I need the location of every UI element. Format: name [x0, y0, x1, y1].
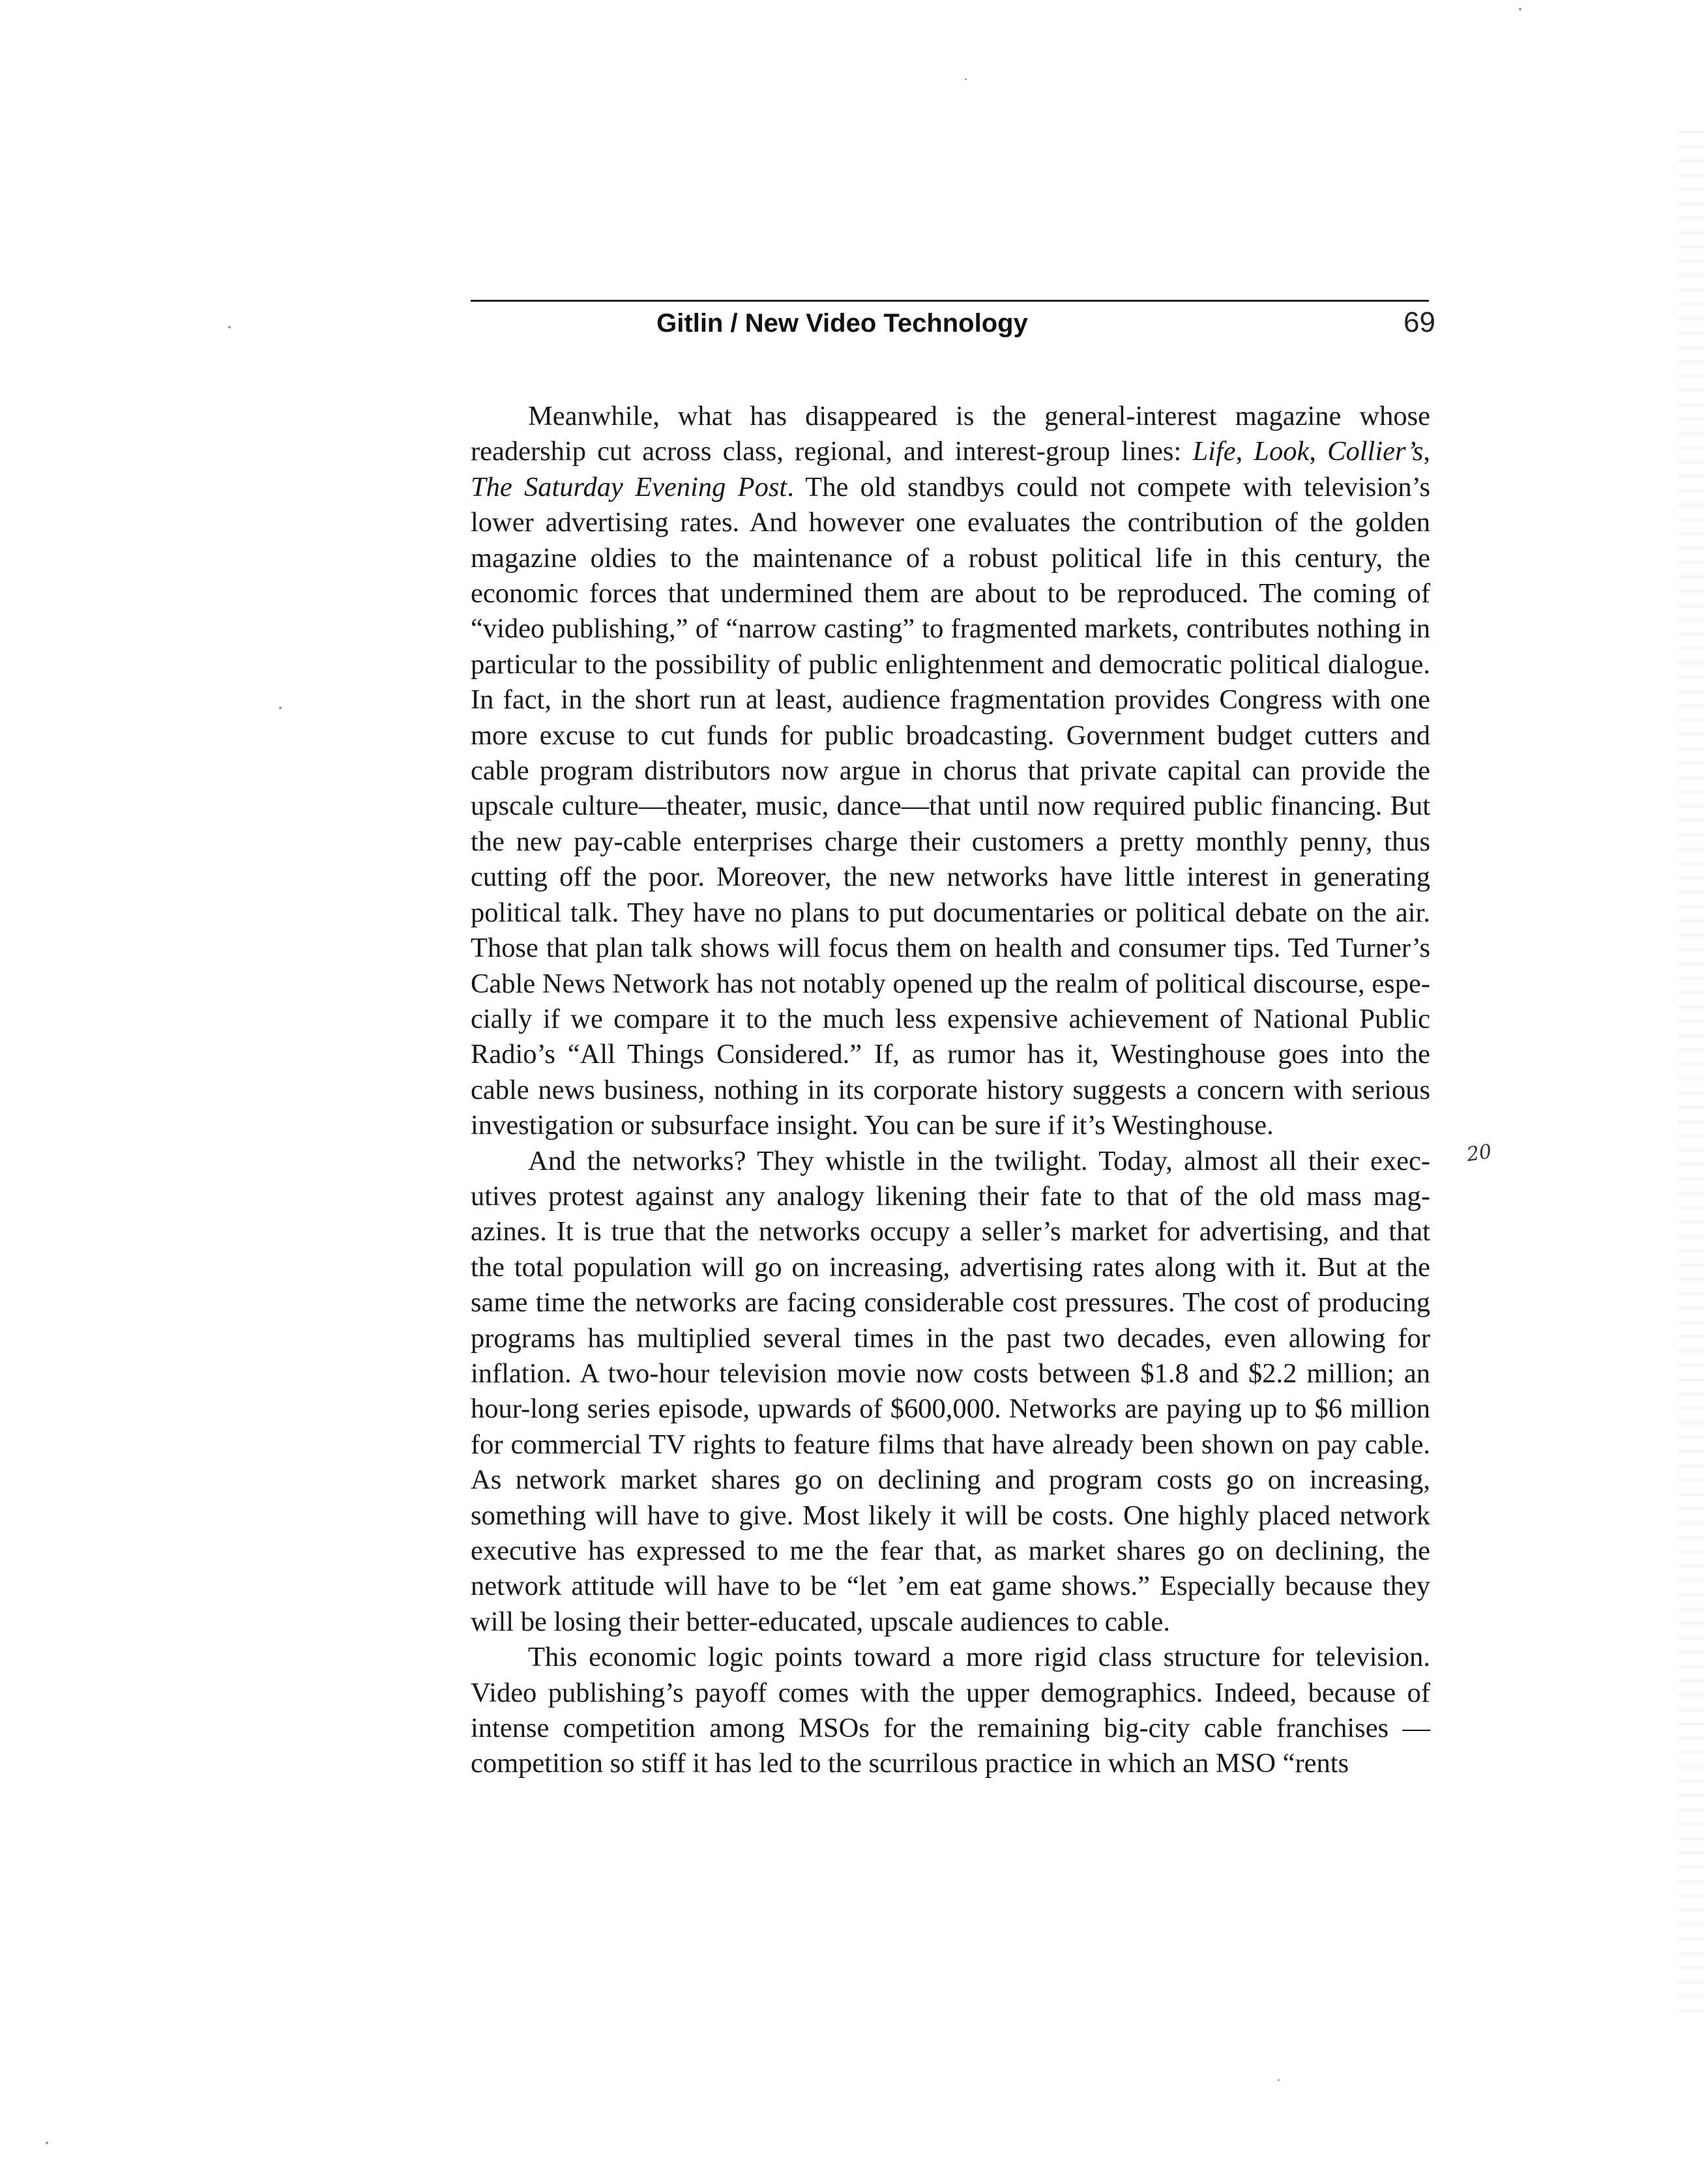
separator: , — [1235, 436, 1254, 467]
paragraph-1 — [471, 399, 1430, 1144]
running-head — [471, 304, 1435, 343]
paragraph-1-text-a: Meanwhile, what has disappeared is the general-interest magazine whose readership cut across class, regional, and interest-group lines: — [471, 401, 1430, 467]
magazine-title-look: Look — [1254, 436, 1310, 467]
scan-speck — [46, 2142, 48, 2144]
scan-speck — [228, 326, 231, 328]
separator: , — [1423, 436, 1430, 467]
scan-speck — [279, 706, 282, 709]
body-text — [471, 399, 1430, 1782]
page-number: 69 — [1403, 306, 1435, 338]
paragraph-2: And the networks? They whistle in the twilight. Today, almost all their executives protest against any analogy likening their fate to that of the old mass magazines. It is true that the networks occupy a seller’s market for advertising, and that the total population will go on increasing, advertising rates along with it. But at the same time the networks are facing considerable cost pressures. The cost of producing programs has multiplied several times in the past two decades, even allowing for inflation. A two-hour television movie now costs between $1.8 and $2.2 million; an hour-long series episode, upwards of $600,000. Networks are paying up to $6 million for commercial TV rights to feature films that have already been shown on pay cable. As network market shares go on declining and program costs go on increasing, something will have to give. Most likely it will be costs. One highly placed network executive has expressed to me the fear that, as market shares go on declining, the network attitude will have to be “let ’em eat game shows.” Especially because they will be losing their better-educated, upscale audiences to cable. — [471, 1145, 1430, 1637]
magazine-title-life: Life — [1192, 436, 1236, 467]
handwritten-margin-note: 20 — [1465, 1140, 1493, 1167]
separator: , — [1309, 436, 1328, 467]
paragraph-3: This economic logic points toward a more rigid class structure for television. Video publishing’s payoff comes with the upper demographics. Indeed, because of intense competition among MSOs for the remaining big-city cable franchises —competition so stiff it has led to the scurrilous practice in which an MSO “rents — [471, 1642, 1430, 1779]
scan-edge-noise — [1678, 130, 1704, 2020]
magazine-title-colliers: Collier’s — [1327, 436, 1424, 467]
running-title: Gitlin / New Video Technology — [656, 309, 1028, 338]
scan-speck — [1278, 2079, 1280, 2081]
scan-speck — [1519, 8, 1521, 10]
scan-speck — [965, 78, 967, 80]
header-rule — [471, 300, 1429, 302]
paragraph-1-text-b: . The old standbys could not compete with television’s lower advertising rates. And however one evaluates the contribution of the golden magazine oldies to the maintenance of a robust political life in this century, the economic forces that undermined them are about to be reproduced. The coming of “video publishing,” of “narrow casting” to fragmented markets, contributes nothing in particular to the possibility of public enlightenment and democratic political dialogue. In fact, in the short run at least, audience fragmentation provides Congress with one more excuse to cut funds for public broadcasting. Government budget cutters and cable program distributors now argue in chorus that private capital can provide the upscale culture—theater, music, dance—that until now required public financing. But the new pay-cable enterprises charge their customers a pretty monthly penny, thus cutting off the poor. Moreover, the new networks have little interest in generating political talk. They have no plans to put documentaries or political debate on the air. Those that plan talk shows will focus them on health and consumer tips. Ted Turner’s Cable News Network has not notably opened up the realm of political discourse, especially if we compare it to the much less expensive achievement of National Public Radio’s “All Things Considered.” If, as rumor has it, Westinghouse goes into the cable news business, nothing in its corporate history suggests a concern with serious investigation or subsurface insight. You can be sure if it’s Westinghouse. — [471, 471, 1431, 1141]
magazine-title-saturday-evening-post: The Saturday Evening Post — [471, 471, 787, 502]
